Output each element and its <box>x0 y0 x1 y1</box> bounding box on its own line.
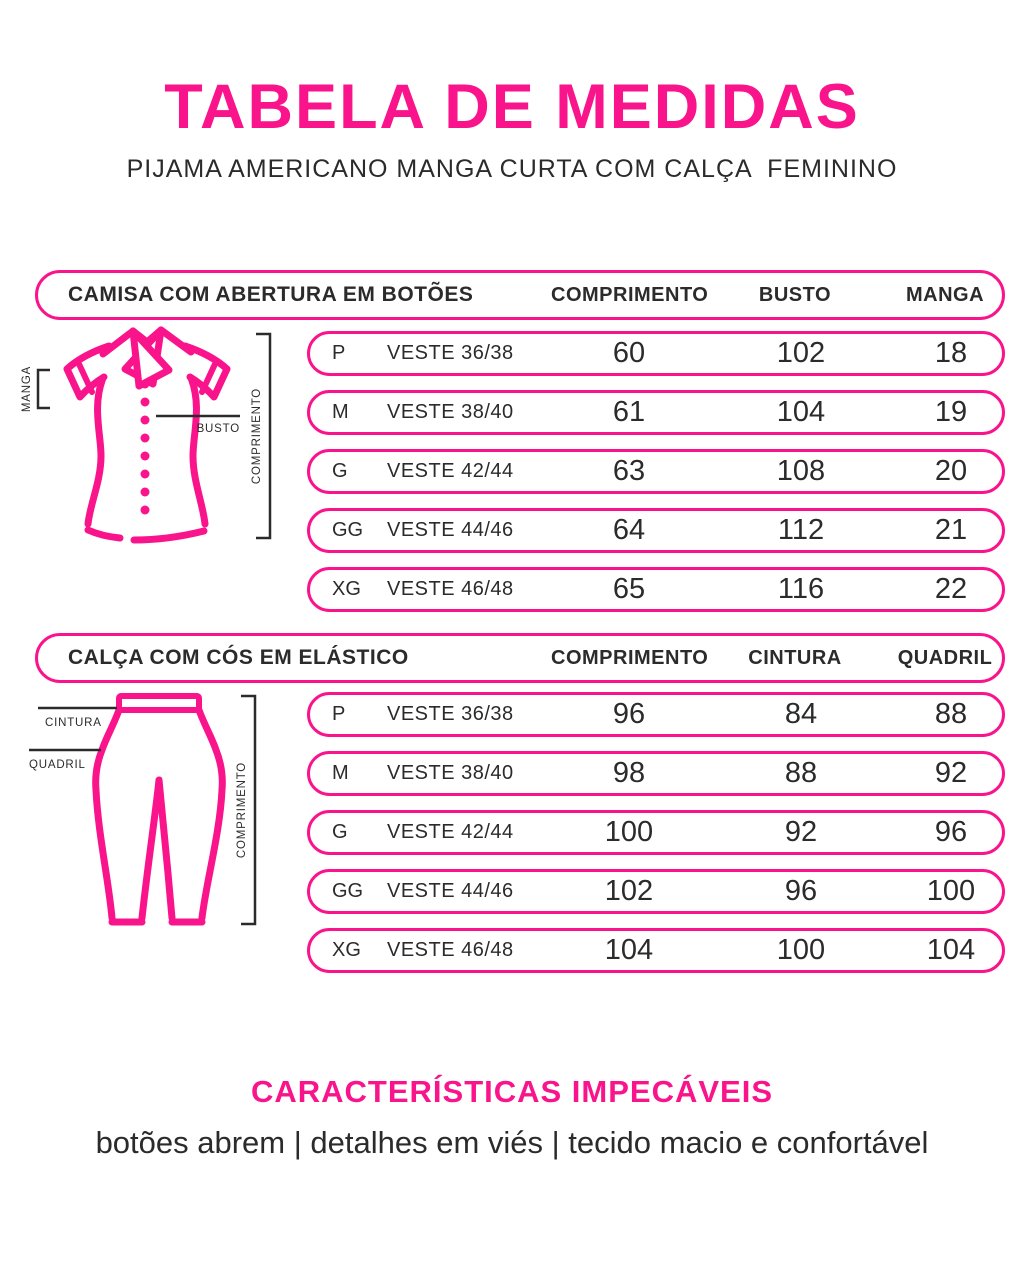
fits-label: VESTE 46/48 <box>387 578 514 600</box>
pants-diagram <box>12 688 264 936</box>
fits-label: VESTE 36/38 <box>387 703 514 725</box>
pants-table-header <box>35 633 1005 683</box>
column-header-busto: BUSTO <box>758 283 832 306</box>
column-header-comprimento: COMPRIMENTO <box>551 283 709 306</box>
table-row <box>307 810 1005 855</box>
fits-label: VESTE 44/46 <box>387 519 514 541</box>
table-row <box>307 928 1005 973</box>
cintura-diagram-label: CINTURA <box>45 717 102 729</box>
features-title: CARACTERÍSTICAS IMPECÁVEIS <box>250 1074 774 1109</box>
cintura-value: 88 <box>784 757 818 789</box>
size-label: GG <box>332 880 364 902</box>
fits-label: VESTE 44/46 <box>387 880 514 902</box>
quadril-diagram-label: QUADRIL <box>29 759 86 771</box>
quadril-value: 92 <box>934 757 968 789</box>
size-label: P <box>332 703 346 725</box>
size-label: M <box>332 762 349 784</box>
busto-value: 116 <box>777 573 825 605</box>
manga-value: 22 <box>934 573 968 605</box>
comprimento-value: 63 <box>612 455 646 487</box>
size-label: P <box>332 342 346 364</box>
cintura-value: 100 <box>776 934 826 966</box>
comprimento-value: 98 <box>612 757 646 789</box>
table-row <box>307 692 1005 737</box>
table-row <box>307 508 1005 553</box>
comprimento-diagram-label: COMPRIMENTO <box>236 761 248 859</box>
manga-value: 19 <box>934 396 968 428</box>
quadril-value: 88 <box>934 698 968 730</box>
cintura-value: 96 <box>784 875 818 907</box>
shirt-diagram <box>6 326 290 554</box>
shirt-collar-icon <box>103 330 191 386</box>
busto-value: 112 <box>777 514 825 546</box>
table-row <box>307 567 1005 612</box>
table-row <box>307 869 1005 914</box>
column-header-cintura: CINTURA <box>748 646 842 669</box>
table-row <box>307 449 1005 494</box>
cintura-value: 84 <box>784 698 818 730</box>
table-row <box>307 331 1005 376</box>
table-row <box>307 390 1005 435</box>
comprimento-value: 104 <box>604 934 654 966</box>
manga-diagram-label: MANGA <box>21 365 33 413</box>
features-line: botões abrem | detalhes em viés | tecido macio e confortável <box>95 1125 929 1160</box>
manga-bracket <box>38 370 50 408</box>
size-label: XG <box>332 578 361 600</box>
pants-table-title: CALÇA COM CÓS EM ELÁSTICO <box>68 646 409 669</box>
quadril-value: 104 <box>926 934 976 966</box>
cintura-value: 92 <box>784 816 818 848</box>
fits-label: VESTE 38/40 <box>387 401 514 423</box>
pants-icon <box>96 696 223 922</box>
comprimento-value: 60 <box>612 337 646 369</box>
fits-label: VESTE 42/44 <box>387 821 514 843</box>
size-label: GG <box>332 519 364 541</box>
column-header-manga: MANGA <box>905 283 985 306</box>
comprimento-value: 65 <box>612 573 646 605</box>
size-label: M <box>332 401 349 423</box>
manga-value: 21 <box>934 514 968 546</box>
manga-value: 18 <box>934 337 968 369</box>
page-title: TABELA DE MEDIDAS <box>164 72 860 142</box>
comprimento-value: 64 <box>612 514 646 546</box>
comprimento-diagram-label: COMPRIMENTO <box>251 387 263 485</box>
shirt-table-header <box>35 270 1005 320</box>
fits-label: VESTE 46/48 <box>387 939 514 961</box>
column-header-quadril: QUADRIL <box>897 646 993 669</box>
busto-diagram-label: BUSTO <box>196 423 240 435</box>
shirt-table-title: CAMISA COM ABERTURA EM BOTÕES <box>68 283 474 306</box>
size-label: XG <box>332 939 361 961</box>
page-subtitle: PIJAMA AMERICANO MANGA CURTA COM CALÇA FEMININO <box>126 155 898 183</box>
size-label: G <box>332 460 348 482</box>
fits-label: VESTE 36/38 <box>387 342 514 364</box>
busto-value: 104 <box>776 396 826 428</box>
busto-value: 108 <box>776 455 826 487</box>
comprimento-value: 100 <box>604 816 654 848</box>
column-header-comprimento: COMPRIMENTO <box>551 646 709 669</box>
busto-value: 102 <box>776 337 826 369</box>
quadril-value: 96 <box>934 816 968 848</box>
comprimento-value: 96 <box>612 698 646 730</box>
shirt-buttons-icon <box>141 380 150 515</box>
table-row <box>307 751 1005 796</box>
comprimento-value: 102 <box>604 875 654 907</box>
size-label: G <box>332 821 348 843</box>
manga-value: 20 <box>934 455 968 487</box>
fits-label: VESTE 38/40 <box>387 762 514 784</box>
quadril-value: 100 <box>926 875 976 907</box>
comprimento-value: 61 <box>612 396 646 428</box>
fits-label: VESTE 42/44 <box>387 460 514 482</box>
